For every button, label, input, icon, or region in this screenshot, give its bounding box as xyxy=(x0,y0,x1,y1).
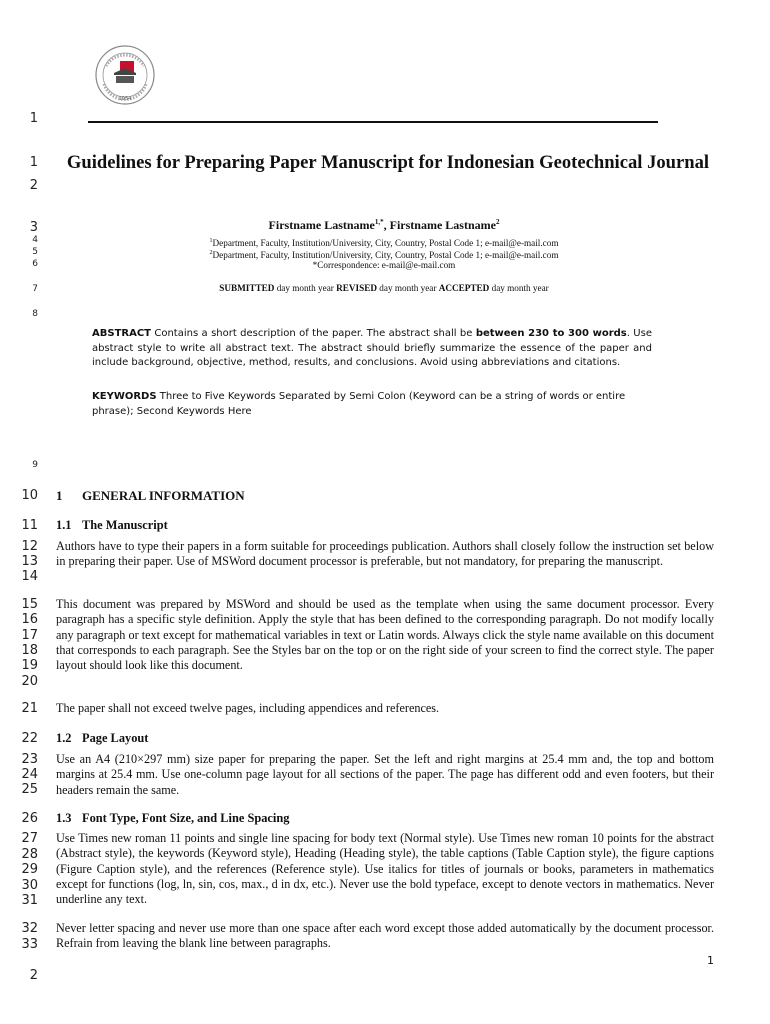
submission-dates xyxy=(64,283,704,293)
body-paragraph: Authors have to type their papers in a form suitable for proceedings publication. Authors shall closely follow the instruction set below in preparing their paper. Use of MSWord document processor is preferable, but not mandatory, for preparing the manuscript. xyxy=(56,539,714,569)
line-number: 6 xyxy=(32,259,38,269)
line-number: 21 xyxy=(21,701,38,716)
subsection-heading-page-layout xyxy=(56,731,148,746)
line-number: 26 xyxy=(21,811,38,826)
submitted-date: day month year xyxy=(276,283,334,293)
authors-line xyxy=(64,218,704,233)
line-number: 32 xyxy=(21,921,38,936)
line-number: 2 xyxy=(29,968,38,983)
section-number: 1 xyxy=(56,488,63,503)
line-number: 20 xyxy=(21,674,38,689)
paper-title: Guidelines for Preparing Paper Manuscript for Indonesian Geotechnical Journal xyxy=(66,152,710,173)
subsection-title: The Manuscript xyxy=(82,518,168,532)
line-number: 22 xyxy=(21,731,38,746)
affiliation-1-text: Department, Faculty, Institution/University, City, Country, Postal Code 1; e-mail@e-mail.com xyxy=(212,238,559,249)
logo-year-text: 1954 xyxy=(118,96,132,102)
author-1-sup: 1,* xyxy=(374,218,384,226)
abstract-text-a: Contains a short description of the paper. The abstract shall be xyxy=(150,328,476,339)
line-number: 16 xyxy=(21,612,38,627)
author-separator: , xyxy=(383,218,390,232)
line-number: 5 xyxy=(32,247,38,257)
university-logo xyxy=(90,44,160,106)
page-number: 1 xyxy=(707,954,714,967)
author-1: Firstname Lastname xyxy=(268,218,375,232)
line-number: 4 xyxy=(32,235,38,245)
line-number: 10 xyxy=(21,488,38,503)
affiliation-2-sup: 2 xyxy=(209,250,213,256)
body-paragraph: Use an A4 (210×297 mm) size paper for preparing the paper. Set the left and right margins at 25.4 mm and, the top and bottom margins at 25.4 mm. Use one-column page layout for all sections of the paper. The page has different odd and even footers, but their headers remain the same. xyxy=(56,752,714,797)
body-paragraph: The paper shall not exceed twelve pages, including appendices and references. xyxy=(56,701,440,715)
line-number: 12 xyxy=(21,539,38,554)
accepted-label: ACCEPTED xyxy=(438,283,490,293)
line-number: 31 xyxy=(21,893,38,908)
line-number: 28 xyxy=(21,847,38,862)
header-rule xyxy=(88,121,658,123)
author-2: Firstname Lastname xyxy=(389,218,496,232)
line-number: 1 xyxy=(29,155,38,170)
section-heading-general-information xyxy=(56,488,245,504)
accepted-date: day month year xyxy=(491,283,549,293)
submitted-label: SUBMITTED xyxy=(219,283,275,293)
section-title: GENERAL INFORMATION xyxy=(82,488,245,503)
line-number: 25 xyxy=(21,782,38,797)
line-number: 15 xyxy=(21,597,38,612)
affiliation-1-sup: 1 xyxy=(209,238,213,244)
subsection-title: Font Type, Font Size, and Line Spacing xyxy=(82,811,290,825)
line-number: 24 xyxy=(21,767,38,782)
line-number: 13 xyxy=(21,554,38,569)
subsection-number: 1.1 xyxy=(56,518,72,532)
body-paragraph: This document was prepared by MSWord and should be used as the template when using the same document processor. Every paragraph has a specific style definition. Apply the style that has been defined to the corresponding paragraph. Do not modify locally any paragraph or text except for mathematical variables in text or Latin words. Always click the style name available on this document that corresponds to each paragraph. See the Styles bar on the top or on the right side of your screen to find the correct style. The paper layout should look like this document. xyxy=(56,597,714,673)
subsection-title: Page Layout xyxy=(82,731,149,745)
subsection-heading-manuscript xyxy=(56,518,168,533)
revised-date: day month year xyxy=(379,283,437,293)
line-number: 3 xyxy=(29,220,38,235)
line-number: 1 xyxy=(29,111,38,126)
body-paragraph: Use Times new roman 11 points and single line spacing for body text (Normal style). Use Times new roman 10 points for the abstract (Abstract style), the keywords (Keyword style), Heading (Heading style), the table captions (Table Caption style), the figure captions (Figure Caption style), and the references (Reference style). Use italics for titles of journals or books, parameters in mathematics except for functions (log, ln, sin, cos, max., d in dx, etc.). Never use the bold typeface, except to denote vectors in mathematics. Never underline any text. xyxy=(56,831,714,907)
subsection-number: 1.3 xyxy=(56,811,72,825)
correspondence: *Correspondence: e-mail@e-mail.com xyxy=(312,260,456,270)
keywords xyxy=(92,390,652,419)
line-number: 17 xyxy=(21,628,38,643)
revised-label: REVISED xyxy=(336,283,377,293)
affiliation-2-text: Department, Faculty, Institution/University, City, Country, Postal Code 1; e-mail@e-mail.com xyxy=(212,250,559,261)
abstract-word-count: between 230 to 300 words xyxy=(475,328,627,339)
line-number: 27 xyxy=(21,831,38,846)
line-number: 9 xyxy=(32,460,38,470)
line-number: 19 xyxy=(21,658,38,673)
line-number: 14 xyxy=(21,569,38,584)
line-number: 7 xyxy=(32,284,38,294)
line-number: 8 xyxy=(32,309,38,319)
line-number: 23 xyxy=(21,752,38,767)
abstract-label: ABSTRACT xyxy=(92,328,151,339)
abstract xyxy=(92,327,652,371)
line-number: 30 xyxy=(21,878,38,893)
keywords-label: KEYWORDS xyxy=(92,391,157,402)
line-number: 2 xyxy=(29,178,38,193)
line-number: 29 xyxy=(21,862,38,877)
body-paragraph: Never letter spacing and never use more than one space after each word except those added automatically by the document processor. Refrain from leaving the blank line between paragraphs. xyxy=(56,921,714,951)
author-2-sup: 2 xyxy=(495,218,500,226)
line-number: 18 xyxy=(21,643,38,658)
subsection-heading-font xyxy=(56,811,289,826)
line-number: 11 xyxy=(21,518,38,533)
subsection-number: 1.2 xyxy=(56,731,72,745)
line-number: 33 xyxy=(21,937,38,952)
abstract-text-b: . Use abstract style to write all abstract text. The abstract should briefly summarize the essence of the paper and include background, objective, method, results, and conclusions. Avoid using abbreviations and citations. xyxy=(92,328,652,368)
keywords-text: Three to Five Keywords Separated by Semi Colon (Keyword can be a string of words or entire phrase); Second Keywords Here xyxy=(92,391,626,417)
